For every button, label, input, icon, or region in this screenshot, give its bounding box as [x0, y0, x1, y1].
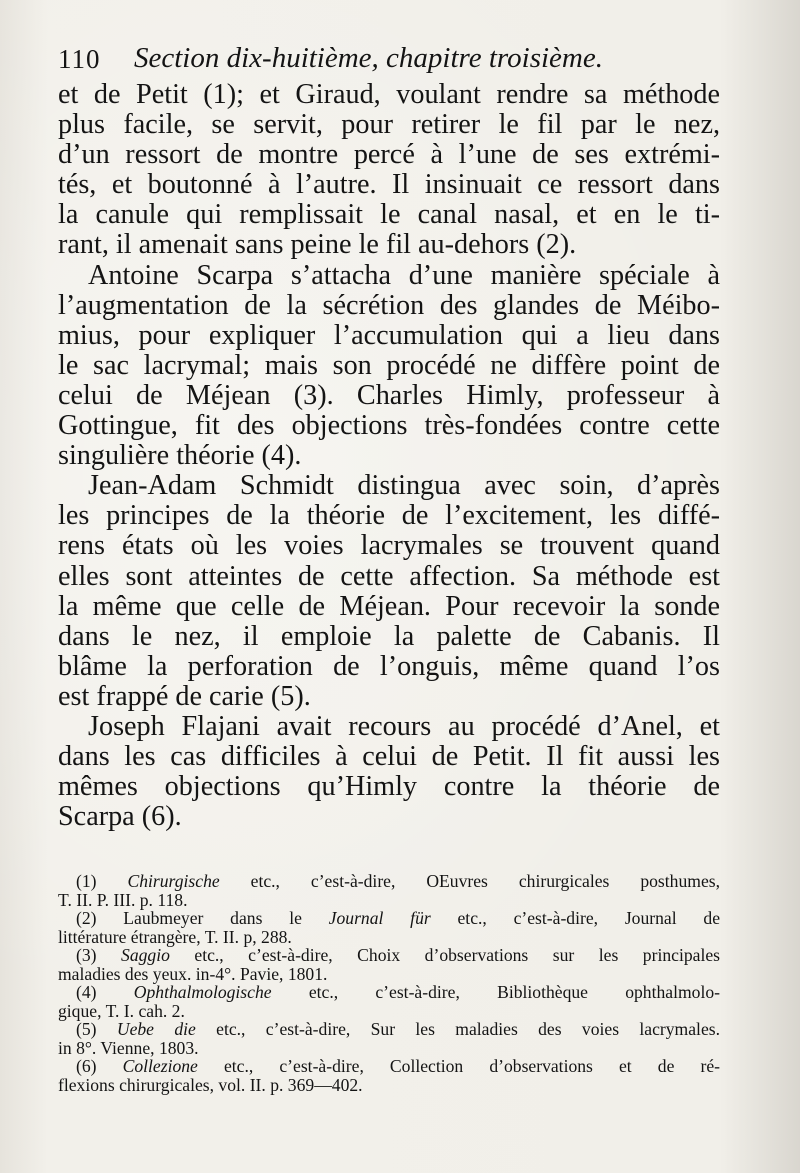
text-line: la même que celle de Méjean. Pour recevoir la sonde — [58, 590, 720, 622]
footnote-text: littérature étrangère, T. II. p, 288. — [58, 926, 292, 947]
footnote-text: etc., c’est-à-dire, OEuvres chirurgicales posthumes, — [219, 871, 720, 891]
footnote-4 — [58, 983, 720, 1020]
body-text — [58, 80, 720, 832]
text-line: la canule qui remplissait le canal nasal, et en le ti- — [58, 199, 720, 231]
paragraph-3 — [58, 471, 720, 712]
footnote-work-title: Journal für — [328, 908, 431, 928]
footnote-marker: (4) — [76, 982, 97, 1002]
text-line: mêmes objections qu’Himly contre la théorie de — [58, 771, 720, 803]
footnote-text: flexions chirurgicales, vol. II. p. 369—402. — [58, 1074, 363, 1095]
footnote-work-title: Chirurgische — [127, 871, 220, 891]
text-line: d’un ressort de montre percé à l’une de ses extrémi- — [58, 139, 720, 171]
footnote-5 — [58, 1020, 720, 1057]
text-line: est frappé de carie (5). — [58, 680, 311, 712]
footnote-marker: (1) — [76, 871, 97, 891]
footnote-work-title: Ophthalmologische — [133, 982, 272, 1002]
footnote-text: gique, T. I. cah. 2. — [58, 1000, 185, 1021]
page-number: 110 — [58, 44, 101, 74]
text-line: blâme la perforation de l’onguis, même quand l’os — [58, 650, 720, 682]
footnote-marker: (2) — [76, 908, 97, 928]
footnote-text: etc., c’est-à-dire, Choix d’observations sur les principales — [169, 945, 720, 965]
footnote-3 — [58, 946, 720, 983]
text-line: Scarpa (6). — [58, 801, 182, 833]
text-line: Antoine Scarpa s’attacha d’une manière spéciale à — [88, 259, 720, 291]
footnote-text: maladies des yeux. in-4°. Pavie, 1801. — [58, 963, 328, 984]
text-line: les principes de la théorie de l’excitement, les diffé- — [58, 500, 720, 532]
text-line: elles sont atteintes de cette affection. Sa méthode est — [58, 560, 720, 592]
footnote-marker: (3) — [76, 945, 97, 965]
footnote-marker: (6) — [76, 1056, 97, 1076]
footnote-text: Laubmeyer dans le — [96, 908, 329, 928]
footnote-marker: (5) — [76, 1019, 97, 1039]
text-line: rant, il amenait sans peine le fil au-dehors (2). — [58, 229, 577, 261]
text-line: Jean-Adam Schmidt distingua avec soin, d’après — [88, 470, 720, 502]
footnote-6 — [58, 1057, 720, 1094]
text-line: tés, et boutonné à l’autre. Il insinuait ce ressort dans — [58, 169, 720, 201]
footnotes — [58, 872, 720, 1094]
footnote-text: T. II. P. III. p. 118. — [58, 889, 188, 910]
paragraph-2 — [58, 261, 720, 472]
footnote-text: etc., c’est-à-dire, Journal de — [430, 908, 720, 928]
page-header — [58, 40, 718, 80]
text-line: mius, pour expliquer l’accumulation qui a lieu dans — [58, 319, 720, 351]
paragraph-1 — [58, 80, 720, 261]
running-title: Section dix-huitième, chapitre troisième. — [134, 42, 603, 74]
footnote-work-title: Collezione — [122, 1056, 198, 1076]
footnote-work-title: Uebe die — [116, 1019, 196, 1039]
text-line: dans les cas difficiles à celui de Petit. Il fit aussi les — [58, 741, 720, 773]
footnote-text: etc., c’est-à-dire, Collection d’observations et de ré- — [197, 1056, 720, 1076]
footnote-text: etc., c’est-à-dire, Bibliothèque ophthalmolo- — [271, 982, 721, 1002]
footnote-work-title: Saggio — [121, 945, 170, 965]
text-line: dans le nez, il emploie la palette de Cabanis. Il — [58, 620, 720, 652]
footnote-2 — [58, 909, 720, 946]
text-line: celui de Méjean (3). Charles Himly, professeur à — [58, 379, 720, 411]
paragraph-4 — [58, 712, 720, 832]
text-line: singulière théorie (4). — [58, 440, 302, 472]
text-line: le sac lacrymal; mais son procédé ne diffère point de — [58, 349, 720, 381]
text-line: Joseph Flajani avait recours au procédé d’Anel, et — [88, 710, 720, 742]
text-line: et de Petit (1); et Giraud, voulant rendre sa méthode — [58, 79, 720, 110]
footnote-1 — [58, 872, 720, 909]
footnote-text: etc., c’est-à-dire, Sur les maladies des voies lacrymales. — [195, 1019, 720, 1039]
footnote-text: in 8°. Vienne, 1803. — [58, 1037, 199, 1058]
text-line: Gottingue, fit des objections très-fondées contre cette — [58, 410, 720, 442]
text-line: l’augmentation de la sécrétion des glandes de Méibo- — [58, 289, 720, 321]
text-line: rens états où les voies lacrymales se trouvent quand — [58, 530, 720, 562]
text-line: plus facile, se servit, pour retirer le fil par le nez, — [58, 109, 720, 141]
